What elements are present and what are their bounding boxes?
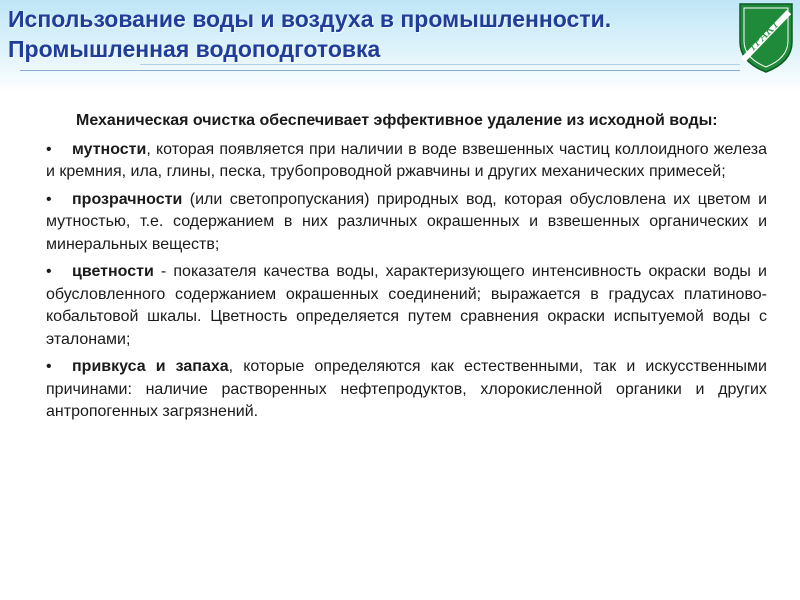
list-item-term: мутности xyxy=(72,140,147,158)
title-line-1: Использование воды и воздуха в промышленности. xyxy=(8,6,612,32)
list-item-term: цветности xyxy=(72,263,154,280)
bullet-icon: • xyxy=(46,190,52,208)
list-item-term: прозрачности xyxy=(72,190,183,208)
list-item-term: привкуса и запаха xyxy=(72,358,229,375)
logo-lettering: ТРАКТ xyxy=(745,17,782,54)
title-line-2: Промышленная водоподготовка xyxy=(8,36,381,62)
list-item xyxy=(46,139,767,184)
list-item xyxy=(46,356,767,424)
intro-paragraph: Механическая очистка обеспечивает эффективное удаление из исходной воды: xyxy=(76,112,718,129)
page-title xyxy=(8,4,728,64)
list-item-text: , которые определяются как естественными, так и искусственными причинами: наличие растворенных нефтепродуктов, хлорокисленной органики и других антропогенных загрязнений. xyxy=(46,358,767,420)
list-item xyxy=(46,261,767,351)
list-item-text: , которая появляется при наличии в воде взвешенных частиц коллоидного железа и кремния, ила, глины, песка, трубопроводной ржавчины и других механических примесей; xyxy=(46,140,767,180)
header-underline xyxy=(20,70,740,71)
shield-logo-icon xyxy=(737,2,795,74)
list-item-text: (или светопропускания) природных вод, которая обусловлена их цветом и мутностью, т.е. содержанием в них различных окрашенных и взвешенных органических и минеральных веществ; xyxy=(46,190,767,253)
bullet-list xyxy=(46,139,767,424)
header-decor-line xyxy=(140,64,740,65)
list-item xyxy=(46,189,767,257)
bullet-icon: • xyxy=(46,140,52,158)
bullet-icon: • xyxy=(46,263,52,280)
list-item-text: - показателя качества воды, характеризующего интенсивность окраски воды и обусловленного содержанием окрашенных соединений; выражается в градусах платиново-кобальтовой шкалы. Цветность определяется путем сравнения окраски испытуемой воды с эталонами; xyxy=(46,263,767,348)
bullet-icon: • xyxy=(46,358,52,375)
main-content xyxy=(46,110,767,429)
